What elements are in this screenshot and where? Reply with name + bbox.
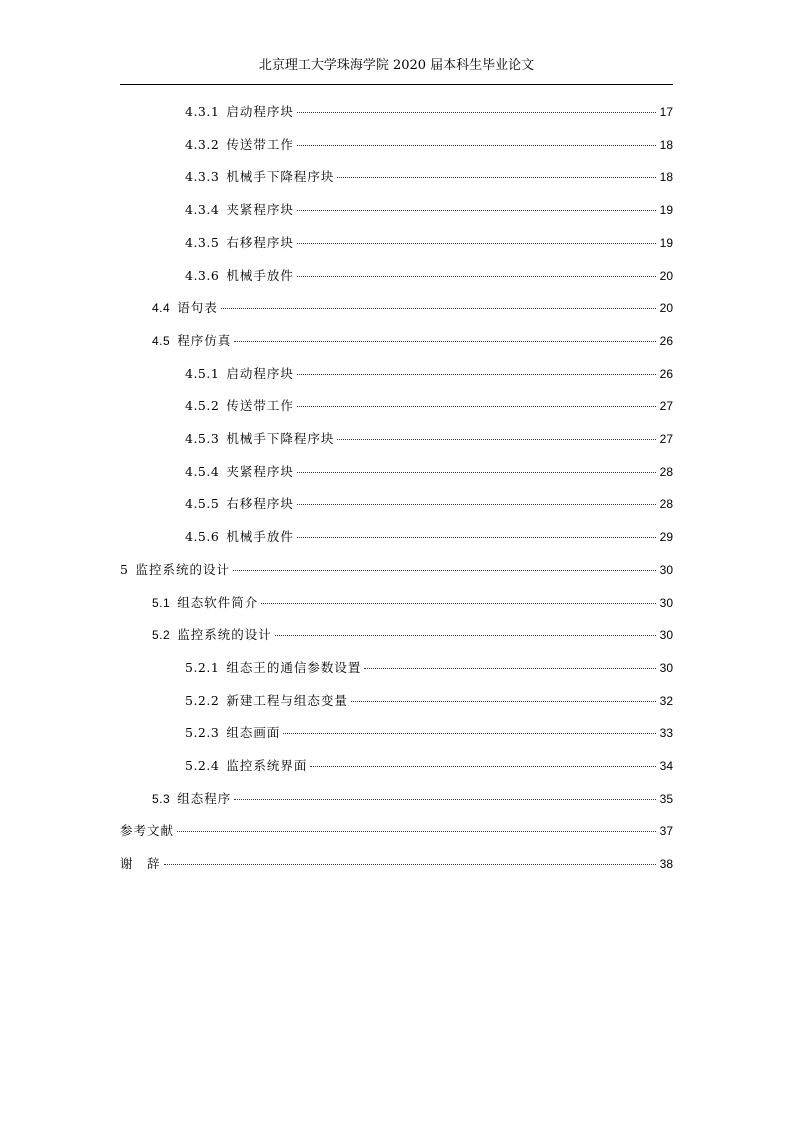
toc-entry-page-number: 18 [659, 137, 673, 152]
toc-entry[interactable] [185, 429, 673, 449]
toc-entry-page-number: 20 [659, 268, 673, 283]
toc-entry[interactable] [120, 821, 673, 841]
toc-entry-page-number: 29 [659, 530, 673, 545]
dot-leader [177, 831, 656, 832]
toc-entry-number: 5.2.1 [185, 659, 220, 675]
toc-entry-page-number: 32 [659, 693, 673, 708]
dot-leader [297, 112, 656, 113]
dot-leader [297, 276, 656, 277]
toc-entry-number: 4.3.1 [185, 104, 220, 119]
toc-entry-number: 5.1 [152, 595, 171, 610]
toc-entry-title: 机械手放件 [226, 529, 294, 545]
dot-leader [233, 570, 656, 571]
toc-entry-title: 右移程序块 [226, 234, 294, 250]
toc-entry[interactable] [185, 527, 673, 547]
dot-leader [337, 439, 656, 440]
toc-entry-number: 4.5 [152, 333, 171, 348]
toc-entry[interactable] [185, 135, 673, 155]
toc-entry-page-number: 18 [659, 170, 673, 185]
toc-entry[interactable] [185, 462, 673, 482]
toc-entry-number: 4.3.6 [185, 267, 220, 283]
dot-leader [297, 243, 656, 244]
toc-entry-number: 4.3.4 [185, 202, 220, 218]
dot-leader [297, 504, 656, 505]
toc-entry-title: 语句表 [177, 300, 218, 316]
toc-entry-number: 5 [120, 561, 129, 577]
toc-entry-number: 4.3.5 [185, 234, 220, 250]
toc-entry-number: 5.2.2 [185, 692, 220, 708]
toc-entry-page-number: 17 [659, 105, 673, 119]
toc-entry-page-number: 30 [659, 660, 673, 675]
toc-entry-page-number: 34 [659, 759, 673, 773]
toc-entry-title: 夹紧程序块 [226, 463, 294, 479]
dot-leader [297, 374, 656, 375]
toc-entry-page-number: 30 [659, 562, 673, 577]
toc-entry-page-number: 26 [659, 333, 673, 348]
header-rule [120, 84, 673, 85]
toc-entry[interactable] [152, 298, 673, 318]
dot-leader [234, 341, 656, 342]
toc-entry-number: 5.2 [152, 628, 171, 643]
dot-leader [275, 635, 656, 636]
toc-entry-title: 谢 辞 [120, 856, 161, 872]
toc-entry-number: 4.3.3 [185, 169, 220, 185]
toc-entry-page-number: 35 [659, 791, 673, 806]
toc-entry[interactable] [185, 691, 673, 711]
toc-entry-number: 4.3.2 [185, 136, 220, 152]
toc-entry-page-number: 33 [659, 726, 673, 741]
toc-entry-title: 机械手放件 [226, 267, 294, 283]
dot-leader [297, 145, 656, 146]
dot-leader [364, 668, 656, 669]
toc-entry-title: 程序仿真 [177, 332, 232, 348]
toc-entry-page-number: 19 [659, 235, 673, 250]
toc-entry-page-number: 28 [659, 497, 673, 512]
toc-entry-number: 5.2.3 [185, 725, 220, 741]
toc-entry-title: 机械手下降程序块 [226, 431, 335, 446]
toc-entry[interactable] [185, 723, 673, 743]
toc-entry-number: 5.3 [152, 791, 171, 806]
toc-entry-number: 4.4 [152, 301, 171, 316]
toc-entry-number: 4.5.4 [185, 463, 220, 479]
toc-entry-page-number: 26 [659, 366, 673, 381]
toc-entry-page-number: 28 [659, 464, 673, 479]
toc-entry[interactable] [185, 266, 673, 286]
toc-entry-page-number: 38 [659, 857, 673, 872]
toc-entry-page-number: 30 [659, 628, 673, 643]
toc-entry-title: 组态软件简介 [177, 594, 259, 610]
toc-entry-title: 新建工程与组态变量 [226, 692, 348, 708]
toc-entry-page-number: 37 [659, 824, 673, 839]
toc-entry-title: 监控系统的设计 [177, 627, 272, 643]
toc-entry-title: 启动程序块 [226, 104, 294, 119]
toc-entry-number: 4.5.1 [185, 365, 220, 381]
toc-entry[interactable] [152, 625, 673, 645]
toc-entry-page-number: 27 [659, 432, 673, 446]
dot-leader [164, 864, 656, 865]
toc-entry-number: 4.5.6 [185, 529, 220, 545]
dot-leader [234, 799, 656, 800]
toc-entry-title: 参考文献 [120, 823, 175, 839]
toc-entry-title: 组态王的通信参数设置 [226, 659, 362, 675]
toc-entry-title: 监控系统界面 [226, 758, 308, 773]
dot-leader [297, 406, 656, 407]
toc-entry-title: 夹紧程序块 [226, 202, 294, 218]
toc-entry[interactable] [185, 233, 673, 253]
dot-leader [261, 603, 656, 604]
toc-entry-title: 机械手下降程序块 [226, 169, 335, 185]
toc-entry-title: 右移程序块 [226, 496, 294, 512]
toc-entry-title: 启动程序块 [226, 365, 294, 381]
toc-entry-title: 组态画面 [226, 725, 281, 741]
running-header: 北京理工大学珠海学院 2020 届本科生毕业论文 [258, 58, 535, 73]
toc-entry[interactable] [120, 560, 673, 580]
dot-leader [221, 308, 656, 309]
toc-entry[interactable] [185, 167, 673, 187]
toc-entry[interactable] [185, 494, 673, 514]
toc-entry[interactable] [120, 854, 673, 874]
dot-leader [283, 733, 656, 734]
dot-leader [297, 537, 656, 538]
toc-entry[interactable] [185, 658, 673, 678]
dot-leader [297, 472, 656, 473]
toc-entry-title: 传送带工作 [226, 398, 294, 414]
toc-entry[interactable] [185, 200, 673, 220]
dot-leader [310, 766, 656, 767]
toc-entry-page-number: 30 [659, 595, 673, 610]
toc-entry-title: 传送带工作 [226, 136, 294, 152]
toc-entry-number: 4.5.3 [185, 431, 220, 446]
toc-entry-number: 4.5.5 [185, 496, 220, 512]
dot-leader [351, 701, 656, 702]
toc-entry-number: 5.2.4 [185, 758, 220, 773]
toc-entry[interactable] [152, 593, 673, 613]
toc-entry[interactable] [185, 756, 673, 776]
dot-leader [337, 177, 656, 178]
toc-entry-number: 4.5.2 [185, 398, 220, 414]
dot-leader [297, 210, 656, 211]
toc-entry-page-number: 19 [659, 203, 673, 218]
toc-entry[interactable] [185, 102, 673, 122]
toc-entry[interactable] [152, 789, 673, 809]
toc-entry-title: 监控系统的设计 [135, 561, 230, 577]
toc-entry[interactable] [185, 396, 673, 416]
toc-entry-page-number: 20 [659, 301, 673, 316]
toc-entry-page-number: 27 [659, 399, 673, 414]
toc-entry-title: 组态程序 [177, 790, 232, 806]
toc-entry[interactable] [185, 364, 673, 384]
toc-entry[interactable] [152, 331, 673, 351]
